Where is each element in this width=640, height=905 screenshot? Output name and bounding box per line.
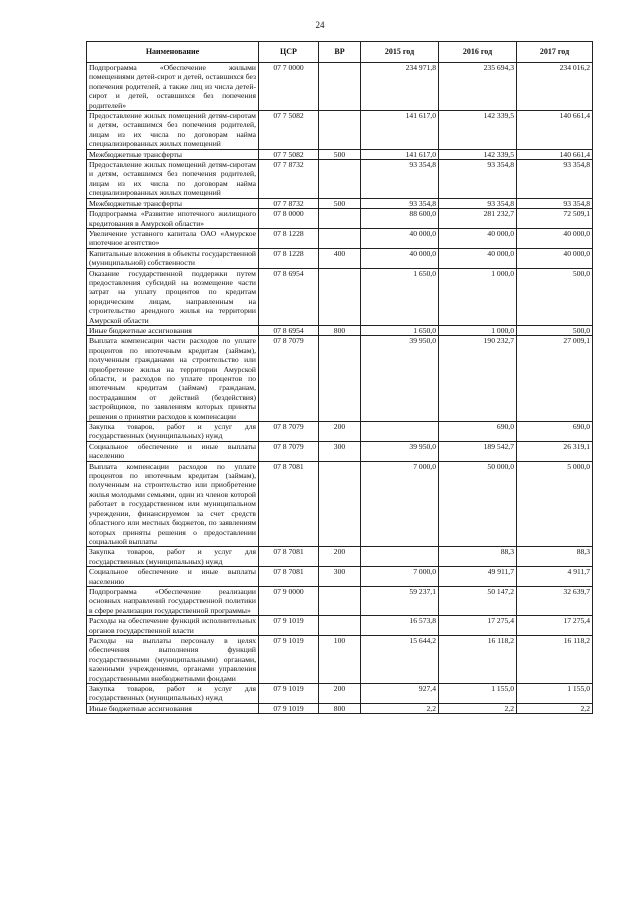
cell-csr: 07 8 7079	[259, 422, 319, 442]
cell-csr: 07 9 1019	[259, 684, 319, 704]
cell-vr: 500	[319, 149, 361, 159]
cell-name: Закупка товаров, работ и услуг для государственных (муниципальных) нужд	[87, 422, 259, 442]
cell-2017: 93 354,8	[517, 160, 593, 199]
table-row	[87, 63, 593, 111]
cell-2015: 141 617,0	[361, 149, 439, 159]
cell-2016: 235 694,3	[439, 63, 517, 111]
cell-2015: 1 650,0	[361, 325, 439, 335]
cell-2017: 1 155,0	[517, 684, 593, 704]
cell-2017: 500,0	[517, 268, 593, 325]
cell-2015: 7 000,0	[361, 567, 439, 587]
cell-2015: 40 000,0	[361, 228, 439, 248]
cell-vr	[319, 336, 361, 422]
table-row	[87, 160, 593, 199]
cell-csr: 07 8 1228	[259, 228, 319, 248]
cell-2016: 189 542,7	[439, 441, 517, 461]
cell-2015: 141 617,0	[361, 111, 439, 150]
cell-name: Капитальные вложения в объекты государственной (муниципальной) собственности	[87, 248, 259, 268]
cell-2016: 690,0	[439, 422, 517, 442]
cell-vr	[319, 616, 361, 636]
cell-2016: 1 000,0	[439, 325, 517, 335]
cell-2017: 140 661,4	[517, 149, 593, 159]
cell-2017: 16 118,2	[517, 635, 593, 683]
cell-vr	[319, 586, 361, 615]
cell-name: Закупка товаров, работ и услуг для государственных (муниципальных) нужд	[87, 547, 259, 567]
cell-2017: 140 661,4	[517, 111, 593, 150]
cell-vr	[319, 160, 361, 199]
cell-2017: 2,2	[517, 703, 593, 713]
cell-2017: 88,3	[517, 547, 593, 567]
cell-2017: 72 509,1	[517, 209, 593, 229]
cell-2015: 1 650,0	[361, 268, 439, 325]
table-row	[87, 547, 593, 567]
cell-csr: 07 8 7079	[259, 336, 319, 422]
cell-2016: 93 354,8	[439, 160, 517, 199]
cell-csr: 07 9 1019	[259, 703, 319, 713]
cell-2017: 17 275,4	[517, 616, 593, 636]
cell-vr: 100	[319, 635, 361, 683]
cell-name: Расходы на выплаты персоналу в целях обеспечения выполнения функций государственными (муниципальными) органами, казенными учреждениями, органами управления государственными внебюджетными фондами	[87, 635, 259, 683]
table-row	[87, 336, 593, 422]
cell-2015: 93 354,8	[361, 198, 439, 208]
cell-name: Выплата компенсации расходов по уплате процентов по ипотечным кредитам (займам), полученным на строительство или приобретение жилья молодыми семьями, один из членов которой работает в государственном или муниципальном учреждении, финансируемом за счет средств областного или местных бюджетов, по заявлениям которых приняты решения о предоставлении социальной выплаты	[87, 461, 259, 547]
cell-name: Расходы на обеспечение функций исполнительных органов государственной власти	[87, 616, 259, 636]
cell-2015	[361, 547, 439, 567]
table-row	[87, 268, 593, 325]
cell-vr: 800	[319, 703, 361, 713]
cell-name: Подпрограмма «Развитие ипотечного жилищного кредитования в Амурской области»	[87, 209, 259, 229]
table-row	[87, 616, 593, 636]
cell-2015: 93 354,8	[361, 160, 439, 199]
cell-2017: 32 639,7	[517, 586, 593, 615]
cell-2017: 40 000,0	[517, 248, 593, 268]
cell-2015: 40 000,0	[361, 248, 439, 268]
cell-vr	[319, 63, 361, 111]
cell-2016: 2,2	[439, 703, 517, 713]
cell-csr: 07 8 7081	[259, 567, 319, 587]
cell-2016: 142 339,5	[439, 149, 517, 159]
cell-name: Иные бюджетные ассигнования	[87, 703, 259, 713]
cell-name: Подпрограмма «Обеспечение жилыми помещениями детей-сирот и детей, оставшихся без попечения родителей, а также лиц из числа детей-сирот и детей, оставшихся без попечения родителей»	[87, 63, 259, 111]
cell-2017: 4 911,7	[517, 567, 593, 587]
cell-2016: 142 339,5	[439, 111, 517, 150]
cell-vr: 200	[319, 547, 361, 567]
cell-2015	[361, 422, 439, 442]
cell-name: Предоставление жилых помещений детям-сиротам и детям, оставшимся без попечения родителей, лицам из их числа по договорам найма специализированных жилых помещений	[87, 160, 259, 199]
cell-2016: 40 000,0	[439, 228, 517, 248]
table-row	[87, 441, 593, 461]
column-header-name: Наименование	[87, 42, 259, 63]
cell-csr: 07 8 7079	[259, 441, 319, 461]
table-row	[87, 684, 593, 704]
cell-csr: 07 9 1019	[259, 635, 319, 683]
cell-2016: 88,3	[439, 547, 517, 567]
column-header-2016: 2016 год	[439, 42, 517, 63]
cell-2017: 40 000,0	[517, 228, 593, 248]
table-row	[87, 228, 593, 248]
cell-name: Социальное обеспечение и иные выплаты населению	[87, 567, 259, 587]
cell-csr: 07 9 0000	[259, 586, 319, 615]
column-header-2017: 2017 год	[517, 42, 593, 63]
table-row	[87, 149, 593, 159]
cell-2016: 40 000,0	[439, 248, 517, 268]
cell-2017: 234 016,2	[517, 63, 593, 111]
cell-vr: 500	[319, 198, 361, 208]
cell-2016: 17 275,4	[439, 616, 517, 636]
cell-name: Закупка товаров, работ и услуг для государственных (муниципальных) нужд	[87, 684, 259, 704]
cell-vr: 400	[319, 248, 361, 268]
table-row	[87, 209, 593, 229]
cell-csr: 07 7 5082	[259, 149, 319, 159]
cell-2016: 281 232,7	[439, 209, 517, 229]
cell-csr: 07 8 7081	[259, 461, 319, 547]
cell-2015: 16 573,8	[361, 616, 439, 636]
cell-csr: 07 8 6954	[259, 325, 319, 335]
cell-2017: 26 319,1	[517, 441, 593, 461]
cell-csr: 07 8 0000	[259, 209, 319, 229]
cell-name: Иные бюджетные ассигнования	[87, 325, 259, 335]
cell-csr: 07 8 6954	[259, 268, 319, 325]
cell-2015: 15 644,2	[361, 635, 439, 683]
cell-2017: 5 000,0	[517, 461, 593, 547]
cell-vr	[319, 228, 361, 248]
cell-name: Социальное обеспечение и иные выплаты населению	[87, 441, 259, 461]
cell-csr: 07 7 8732	[259, 198, 319, 208]
column-header-csr: ЦСР	[259, 42, 319, 63]
cell-2016: 190 232,7	[439, 336, 517, 422]
column-header-vr: ВР	[319, 42, 361, 63]
cell-2016: 50 000,0	[439, 461, 517, 547]
cell-vr	[319, 111, 361, 150]
column-header-2015: 2015 год	[361, 42, 439, 63]
table-row	[87, 325, 593, 335]
cell-vr: 300	[319, 441, 361, 461]
cell-vr: 300	[319, 567, 361, 587]
cell-name: Межбюджетные трансферты	[87, 149, 259, 159]
cell-vr	[319, 268, 361, 325]
cell-2017: 690,0	[517, 422, 593, 442]
table-row	[87, 635, 593, 683]
cell-name: Увеличение уставного капитала ОАО «Амурское ипотечное агентство»	[87, 228, 259, 248]
cell-2015: 39 950,0	[361, 441, 439, 461]
cell-name: Предоставление жилых помещений детям-сиротам и детям, оставшимся без попечения родителей, лицам из их числа по договорам найма специализированных жилых помещений	[87, 111, 259, 150]
budget-table	[86, 41, 593, 714]
cell-csr: 07 7 0000	[259, 63, 319, 111]
cell-2015: 234 971,8	[361, 63, 439, 111]
cell-2015: 927,4	[361, 684, 439, 704]
table-row	[87, 198, 593, 208]
cell-2017: 93 354,8	[517, 198, 593, 208]
cell-2017: 500,0	[517, 325, 593, 335]
table-row	[87, 586, 593, 615]
page-number: 24	[315, 20, 325, 30]
table-row	[87, 703, 593, 713]
table-header-row	[87, 42, 593, 63]
cell-2016: 49 911,7	[439, 567, 517, 587]
cell-csr: 07 7 5082	[259, 111, 319, 150]
cell-csr: 07 7 8732	[259, 160, 319, 199]
cell-name: Межбюджетные трансферты	[87, 198, 259, 208]
cell-2016: 50 147,2	[439, 586, 517, 615]
cell-name: Подпрограмма «Обеспечение реализации основных направлений государственной политики в сфере реализации государственной программы»	[87, 586, 259, 615]
cell-name: Выплата компенсации части расходов по уплате процентов по ипотечным кредитам (займам), полученным гражданами на строительство или приобретение жилья на территории Амурской области, и расходов по уплате процентов по ипотечным кредитам (займам) гражданам, пострадавшим от действий (бездействия) застройщиков, по заявлениям которых приняты решения о принятии расходов к компенсации	[87, 336, 259, 422]
cell-2016: 1 000,0	[439, 268, 517, 325]
cell-2015: 7 000,0	[361, 461, 439, 547]
cell-2015: 88 600,0	[361, 209, 439, 229]
cell-2015: 59 237,1	[361, 586, 439, 615]
cell-csr: 07 8 7081	[259, 547, 319, 567]
cell-vr	[319, 461, 361, 547]
cell-2017: 27 009,1	[517, 336, 593, 422]
cell-2016: 16 118,2	[439, 635, 517, 683]
cell-csr: 07 8 1228	[259, 248, 319, 268]
cell-vr: 200	[319, 684, 361, 704]
table-body	[87, 63, 593, 714]
table-row	[87, 567, 593, 587]
cell-2016: 1 155,0	[439, 684, 517, 704]
table-row	[87, 248, 593, 268]
cell-name: Оказание государственной поддержки путем предоставления субсидий на возмещение части затрат на уплату процентов по кредитам юридическим лицам, направленным на строительство арендного жилья на территории Амурской области	[87, 268, 259, 325]
table-row	[87, 461, 593, 547]
table-row	[87, 422, 593, 442]
cell-vr: 200	[319, 422, 361, 442]
cell-2015: 39 950,0	[361, 336, 439, 422]
cell-2016: 93 354,8	[439, 198, 517, 208]
table-row	[87, 111, 593, 150]
cell-csr: 07 9 1019	[259, 616, 319, 636]
cell-2015: 2,2	[361, 703, 439, 713]
cell-vr: 800	[319, 325, 361, 335]
cell-vr	[319, 209, 361, 229]
